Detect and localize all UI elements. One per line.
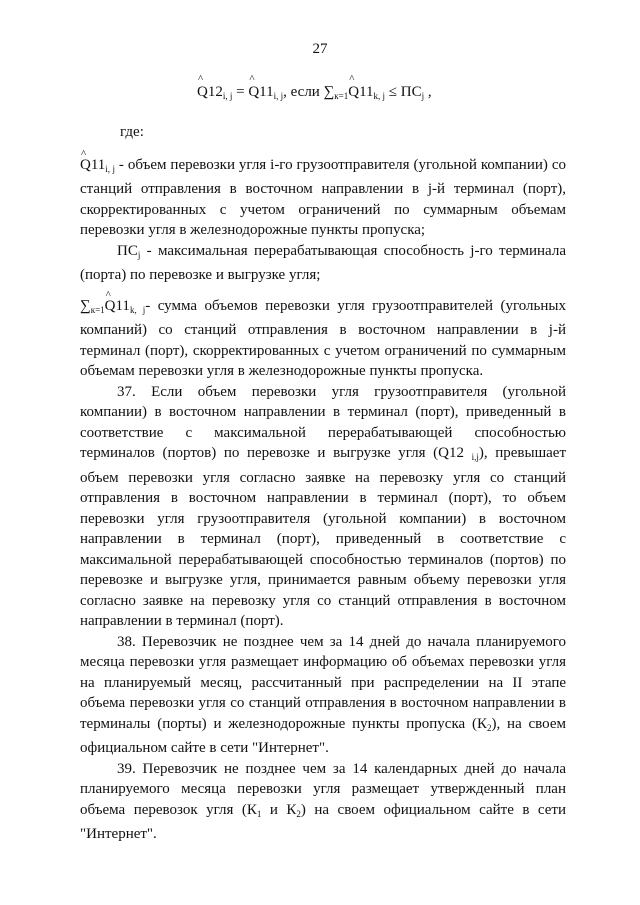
q11-symbol: ^ Q11 [248,84,273,101]
q11-sum-def-symbol: ^ Q11 [105,296,130,317]
q11-subscript: i, j [273,91,284,101]
definition-pc-text: - максимальная перерабатывающая способность j-го терминала (порта) по перевозке и выгрузке угля; [80,242,566,283]
paragraph-38-part2: ), на своем официальном сайте в сети "Интернет". [80,715,566,756]
paragraph-39-subscript-1: 1 [256,808,262,819]
sum-icon: ∑ [323,84,335,100]
document-body [80,122,566,845]
paragraph-37-subscript: i,j [471,452,479,462]
page-number: 27 [312,41,328,57]
definition-sum-text: - сумма объемов перевозки угля грузоотправителей (угольных компаний) со станций отправления в восточном направлении в j-й терминал (порт), скорректированных с учетом ограничений по суммарным объемам перевозки угля в железнодорожные пункты пропуска. [80,297,566,379]
formula-end: , [424,84,432,100]
definition-q11 [80,155,566,241]
sum-def-icon: ∑ [80,297,91,314]
pc-subscript: j [421,91,425,101]
q11-sum-def-subscript: k, j [129,304,146,315]
q12-symbol: ^ Q12 [197,84,223,101]
pc-def-subscript: j [137,249,141,260]
sum-subscript: к=1 [334,91,349,101]
q11-def-subscript: i, j [105,163,115,174]
q11-sum-symbol: ^ Q11 [348,84,373,101]
q11-sum-subscript: k, j [373,91,386,101]
definition-sum [80,296,566,382]
leq-pc: ≤ ПС [385,84,422,100]
paragraph-37-part2: ), превышает объем перевозки угля согласно заявке на перевозку угля со станций отправления в восточном направлении в терминал (порт), то объем перевозки угля грузоотправителя (угольной компании) в восточном направлении в терминал (порт), приведенный в соответствие с максимальной перерабатывающей способностью терминалов (портов) по перевозке и выгрузке угля, принимается равным объему перевозки угля согласно заявке на перевозку угля со станций отправления в восточном направлении в терминал (порт). [80,445,566,629]
equals-sign: = [232,84,249,100]
paragraph-39 [80,759,566,845]
pc-def-symbol: ПС [117,242,138,259]
paragraph-37 [80,382,566,632]
q11-def-symbol: ^ Q11 [80,155,105,176]
paragraph-38 [80,632,566,759]
paragraph-39-subscript-2: 2 [296,808,301,819]
paragraph-39-mid: и К [261,801,297,818]
condition-text: , если [283,84,324,100]
paragraph-38-subscript: 2 [486,722,492,733]
sum-def-subscript: к=1 [90,304,105,315]
paragraph-38-part1: 38. Перевозчик не позднее чем за 14 дней до начала планируемого месяца перевозки угля размещает информацию об объемах перевозки угля на планируемый месяц, рассчитанный при распределении на II этапе объема перевозки угля со станций отправления в восточном направлении в терминалы (порты) и железнодорожные пункты пропуска (К [80,633,566,732]
definition-pc [80,241,566,286]
definition-q11-text: - объем перевозки угля i-го грузоотправителя (угольной компании) со станций отправления в восточном направлении в j-й терминал (порт), скорректированных с учетом ограничений по суммарным объемам перевозки угля в железнодорожные пункты пропуска; [80,156,566,238]
formula-q12 [197,84,432,101]
paragraph-39-part1: 39. Перевозчик не позднее чем за 14 календарных дней до начала планируемого месяца перевозки угля размещает утвержденный план объема перевозок угля (К [80,760,566,818]
q12-subscript: i, j [222,91,233,101]
paragraph-39-part2: ) на своем официальном сайте в сети "Интернет". [80,801,566,842]
paragraph-37-part1: 37. Если объем перевозки угля грузоотправителя (угольной компании) в восточном направлении в терминал (порт), приведенный в соответствие с максимальной перерабатывающей способностью терминалов (портов) по перевозке и выгрузке угля (Q12 [80,383,566,461]
where-label: где: [120,124,144,140]
